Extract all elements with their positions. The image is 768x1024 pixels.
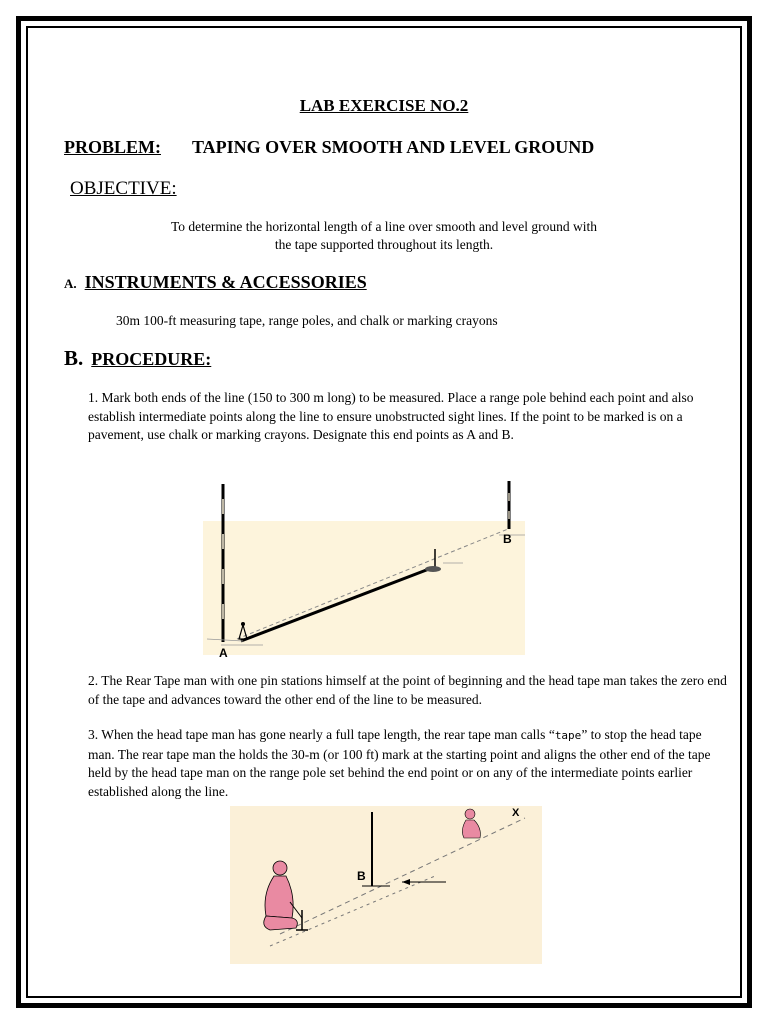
label-point-x: X (512, 807, 520, 819)
section-a-heading (64, 272, 367, 293)
label-point-a: A (219, 646, 228, 659)
lab-exercise-title: LAB EXERCISE NO.2 (299, 96, 469, 115)
step-3-tape-word: tape (554, 729, 582, 742)
figure-tape-between-poles (203, 479, 525, 659)
section-b-title: PROCEDURE: (91, 349, 212, 369)
section-b-letter: B. (64, 346, 84, 370)
figure-1-background (203, 521, 525, 655)
procedure-step-3 (88, 726, 728, 801)
problem-label: PROBLEM: (64, 137, 161, 157)
procedure-step-1: 1. Mark both ends of the line (150 to 300 m long) to be measured. Place a range pole behind each point and also establish intermediate points along the line to ensure unobstructed sight lines. If the point to be marked is on a pavement, use chalk or marking crayons. Designate this end points as A and B. (88, 390, 694, 442)
section-b-heading (64, 346, 211, 371)
objective-line-2: the tape supported throughout its length. (274, 237, 494, 252)
figure-tapemen-aligning (230, 806, 542, 964)
section-a-letter: A. (64, 276, 77, 291)
label-point-b: B (357, 869, 366, 883)
procedure-step-2: 2. The Rear Tape man with one pin stations himself at the point of beginning and the head tape man takes the zero end of the tape and advances toward the other end of the line to be measured. (88, 673, 727, 707)
instruments-text: 30m 100-ft measuring tape, range poles, and chalk or marking crayons (116, 313, 498, 328)
objective-heading: OBJECTIVE: (70, 178, 177, 199)
label-point-b: B (503, 532, 512, 546)
problem-text: TAPING OVER SMOOTH AND LEVEL GROUND (192, 137, 595, 157)
objective-text (0, 218, 768, 254)
step-3-text-end: ” to stop the head tape man. The rear tape man the holds the 30-m (or 100 ft) mark at the starting point and aligns the other end of the tape held by the head tape man on the range pole set behind the end point or on any of the intermediate points earlier established along the line. (88, 727, 711, 799)
section-a-title: INSTRUMENTS & ACCESSORIES (84, 272, 367, 292)
step-3-text-start: 3. When the head tape man has gone nearly a full tape length, the rear tape man calls “ (88, 727, 555, 742)
objective-line-1: To determine the horizontal length of a line over smooth and level ground with (170, 219, 598, 234)
problem-line (64, 137, 594, 158)
